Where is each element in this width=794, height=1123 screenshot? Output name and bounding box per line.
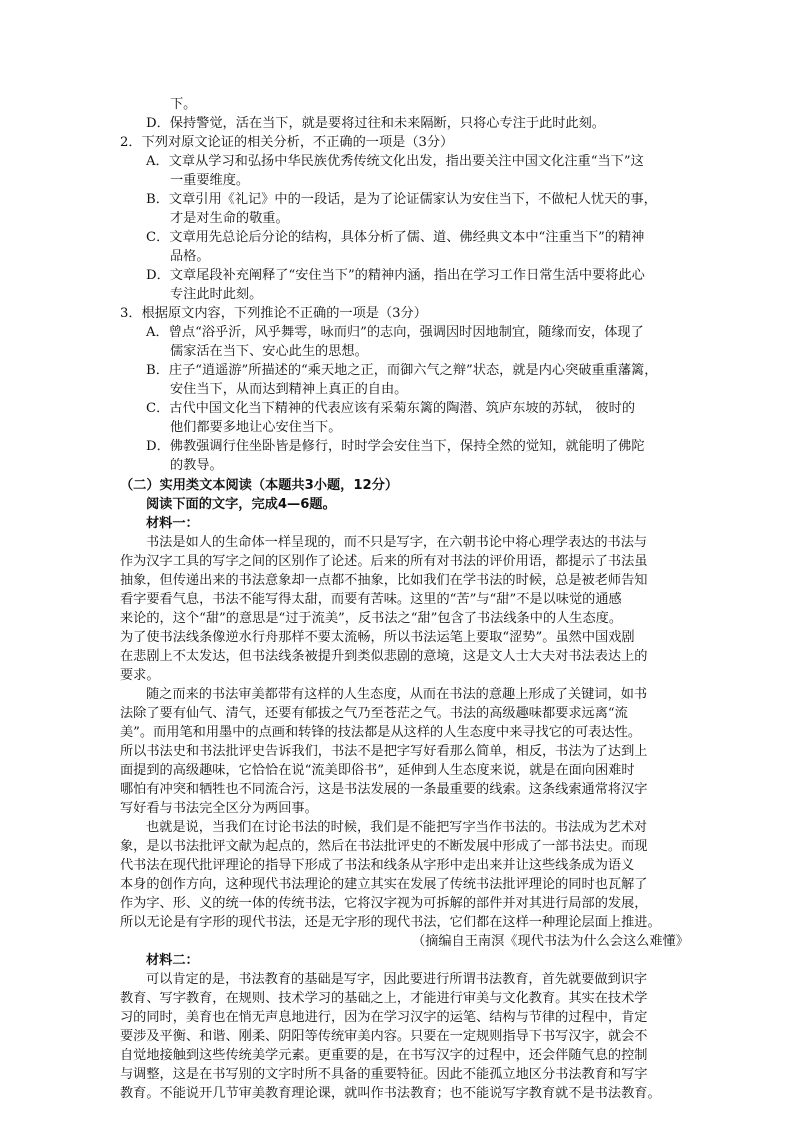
q3-option-a-cont: 儒家活在当下、安心此生的思想。 (170, 344, 368, 359)
q3-option-d-cont: 的教导。 (170, 458, 223, 473)
material-one-line: 作为汉字工具的写字之间的区别作了论述。后来的所有对书法的评价用语，都提示了书法虽 (120, 554, 648, 569)
q3-option-c-cont: 他们都要多地让心安住当下。 (170, 420, 342, 435)
material-one-line: 作为字、形、义的统一体的传统书法，它将汉字视为可拆解的部件并对其进行局部的发展， (120, 896, 648, 911)
material-one-line: 随之而来的书法审美都带有这样的人生态度，从而在书法的意趣上形成了关键词，如书 (146, 687, 648, 702)
q2-option-d: D．文章尾段补充阐释了“安住当下”的精神内涵，指出在学习工作日常生活中要将此心 (146, 268, 645, 283)
material-one-line: 面提到的高级趣味，它恰恰在说“流美即俗书”，延伸到人生态度来说，就是在面向困难时 (120, 763, 635, 778)
q3-option-a: A．曾点“浴乎沂，风乎舞雩，咏而归”的志向，强调因时因地制宜，随缘而安，体现了 (146, 325, 644, 340)
q1-option-d: D．保持警觉，活在当下，就是要将过往和未来隔断，只将心专注于此时此刻。 (146, 116, 605, 131)
material-two-line: 自觉地接触到这些传统美学元素。更重要的是，在书写汉字的过程中，还会伴随气息的控制 (120, 1048, 648, 1063)
material-one-line: 写好看与书法完全区分为两回事。 (120, 801, 318, 816)
q3-option-d: D．佛教强调行住坐卧皆是修行，时时学会安住当下，保持全然的觉知，就能明了佛陀 (146, 439, 645, 454)
q2-option-b-cont: 才是对生命的敬重。 (170, 211, 289, 226)
q2-option-b: B．文章引用《礼记》中的一段话，是为了论证儒家认为安住当下，不做杞人忧天的事， (146, 192, 657, 207)
q2-option-a-cont: 一重要维度。 (170, 173, 250, 188)
material-one-line: 所以无论是有字形的现代书法，还是无字形的现代书法，它们都在这样一种理论层面上推进。 (120, 915, 661, 930)
material-two-line: 教育、写字教育，在规则、技术学习的基础之上，才能进行审美与文化教育。其实在技术学 (120, 991, 648, 1006)
material-one-line: 书法是如人的生命体一样呈现的，而不只是写字，在六朝书论中将心理学表达的书法与 (146, 535, 648, 550)
material-two-line: 习的同时，美育也在悄无声息地进行，因为在学习汉字的运笔、结构与节律的过程中，肯定 (120, 1010, 648, 1025)
material-one-label: 材料一： (146, 516, 199, 531)
material-one-line: 来论的，这个“甜”的意思是“过于流美”，反书法之“甜”包含了书法线条中的人生态度。 (120, 611, 623, 626)
q3-option-b-cont: 安住当下，从而达到精神上真正的自由。 (170, 382, 408, 397)
material-one-line: 代书法在现代批评理论的指导下形成了书法和线条从字形中走出来并让这些线条成为语义 (120, 858, 635, 873)
material-one-line: 为了使书法线条像逆水行舟那样不要太流畅，所以书法运笔上要取“涩势”。虽然中国戏剧 (120, 630, 635, 645)
material-two-line: 要涉及平衡、和谐、刚柔、阴阳等传统审美内容。只要在一定规则指导下书写汉字，就会不 (120, 1029, 648, 1044)
material-one-line: 美”。而用笔和用墨中的点画和转锋的技法都是从这样的人生态度中来寻找它的可表达性。 (120, 725, 642, 740)
material-two-line: 教育。不能说开几节审美教育理论课，就叫作书法教育；也不能说写字教育就不是书法教育。 (120, 1086, 661, 1101)
material-one-line: 法除了要有仙气、清气，还要有郁拔之气乃至苍茫之气。书法的高级趣味都要求远离“流 (120, 706, 628, 721)
q2-option-d-cont: 专注此时此刻。 (170, 287, 263, 302)
q2-option-a: A．文章从学习和弘扬中华民族优秀传统文化出发，指出要关注中国文化注重“当下”这 (146, 154, 644, 169)
material-one-line: 也就是说，当我们在讨论书法的时候，我们是不能把写字当作书法的。书法成为艺术对 (146, 820, 648, 835)
q2-option-c: C．文章用先总论后分论的结构，具体分析了儒、道、佛经典文本中“注重当下”的精神 (146, 230, 645, 245)
material-two-line: 与调整，这是在书写别的文字时所不具备的重要特征。因此不能孤立地区分书法教育和写字 (120, 1067, 648, 1082)
q3-stem: 3．根据原文内容，下列推论不正确的一项是（3分） (120, 306, 427, 321)
q1-option-d-continuation: 下。 (170, 97, 197, 112)
section-title: （二）实用类文本阅读（本题共3小题，12分） (120, 478, 399, 493)
q3-option-b: B．庄子“逍遥游”所描述的“乘天地之正，而御六气之辩”状态，就是内心突破重重藩篱， (146, 363, 658, 378)
material-one-line: 哪怕有冲突和牺牲也不同流合污，这是书法发展的一条最重要的线索。这条线索通常将汉字 (120, 782, 648, 797)
material-two-line: 可以肯定的是，书法教育的基础是写字，因此要进行所谓书法教育，首先就要做到识字 (146, 972, 648, 987)
material-one-line: 在悲剧上不太发达，但书法线条被提升到类似悲剧的意境，这是文人士大夫对书法表达上的 (120, 649, 648, 664)
q3-option-c: C．古代中国文化当下精神的代表应该有采菊东篱的陶潜、筑庐东坡的苏轼， 彼时的 (146, 401, 636, 416)
material-two-label: 材料二： (146, 953, 199, 968)
q2-stem: 2．下列对原文论证的相关分析，不正确的一项是（3分） (120, 135, 454, 150)
section-instruction: 阅读下面的文字，完成4—6题。 (146, 497, 336, 512)
material-one-line: 本身的创作方向，这种现代书法理论的建立其实在发展了传统书法批评理论的同时也瓦解了 (120, 877, 648, 892)
material-one-line: 要求。 (120, 668, 160, 683)
material-one-line: 抽象，但传递出来的书法意象却一点都不抽象，比如我们在学书法的时候，总是被老师告知 (120, 573, 648, 588)
material-one-line: 象，是以书法批评文献为起点的，然后在书法批评史的不断发展中形成了一部书法史。而现 (120, 839, 648, 854)
q2-option-c-cont: 品格。 (170, 249, 210, 264)
material-one-line: 所以书法史和书法批评史告诉我们，书法不是把字写好看那么简单，相反，书法为了达到上 (120, 744, 648, 759)
material-one-source: （摘编自王南溟《现代书法为什么会这么难懂》 (412, 934, 689, 949)
material-one-line: 看字要看气息，书法不能写得太甜，而要有苦味。这里的“苦”与“甜”不是以味觉的通感 (120, 592, 622, 607)
